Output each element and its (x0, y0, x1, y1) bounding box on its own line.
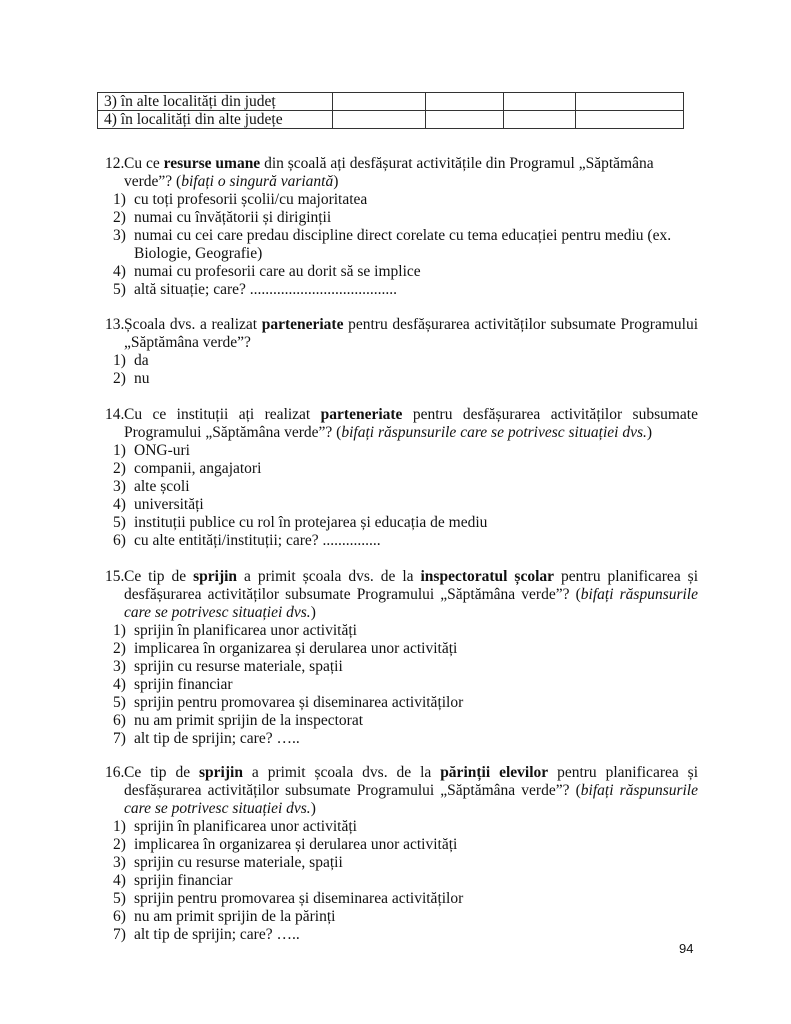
option-number: 4) (113, 676, 126, 693)
question-text (105, 155, 698, 191)
answer-option[interactable] (105, 622, 698, 640)
question-text (105, 316, 698, 352)
text-segment: ) (333, 173, 339, 190)
instruction-text: bifați o singură variantă (181, 173, 334, 190)
option-label: implicarea în organizarea și derularea unor activități (134, 640, 458, 657)
option-label: numai cu profesorii care au dorit să se implice (134, 263, 421, 280)
option-number: 2) (113, 640, 126, 657)
option-number: 1) (113, 818, 126, 835)
answer-cell[interactable] (576, 93, 684, 111)
text-segment: pentru desfășurarea activităților subsumate Programului „Săptămâna verde”? (124, 316, 699, 351)
option-number: 3) (113, 658, 126, 675)
bold-keyword: parteneriate (320, 406, 403, 423)
option-label: sprijin cu resurse materiale, spații (134, 658, 343, 675)
answer-option[interactable] (105, 442, 698, 460)
question-12 (105, 155, 698, 299)
text-segment: a primit școala dvs. de la (242, 764, 441, 781)
answer-option[interactable] (105, 532, 698, 550)
bold-keyword: sprijin (193, 568, 238, 585)
answer-option[interactable] (105, 227, 698, 263)
answer-option[interactable] (105, 209, 698, 227)
option-number: 2) (113, 836, 126, 853)
answer-cell[interactable] (576, 111, 684, 129)
answer-cell[interactable] (504, 111, 576, 129)
option-number: 5) (113, 890, 126, 907)
text-segment: din școală ați desfășurat activitățile din Programul „Săptămâna verde”? ( (124, 155, 654, 190)
row-label: 4) în localități din alte județe (98, 111, 333, 129)
text-segment: Ce tip de (124, 764, 200, 781)
answer-option[interactable] (105, 191, 698, 209)
option-label: companii, angajatori (134, 460, 262, 477)
option-number: 7) (113, 730, 126, 747)
option-label: sprijin financiar (134, 676, 233, 693)
question-number: 12. (105, 155, 125, 172)
question-14 (105, 406, 698, 550)
answer-option[interactable] (105, 352, 698, 370)
option-label: sprijin pentru promovarea și diseminarea activităților (134, 890, 464, 907)
option-label: nu am primit sprijin de la inspectorat (134, 712, 364, 729)
option-label: ONG-uri (134, 442, 190, 459)
option-label: numai cu cei care predau discipline direct corelate cu tema educației pentru mediu (ex. Biologie, Geografie) (134, 227, 672, 262)
row-label: 3) în alte localități din județ (98, 93, 333, 111)
answer-option[interactable] (105, 281, 698, 299)
instruction-text: bifați răspunsurile care se potrivesc situației dvs. (124, 586, 698, 621)
answer-options (105, 191, 698, 299)
option-label: sprijin în planificarea unor activități (134, 818, 357, 835)
option-number: 1) (113, 352, 126, 369)
question-text (105, 406, 698, 442)
question-number: 13. (105, 316, 125, 333)
question-number: 14. (105, 406, 125, 423)
localities-table (97, 92, 684, 129)
option-label: cu toți profesorii școlii/cu majoritatea (134, 191, 368, 208)
answer-option[interactable] (105, 730, 698, 748)
text-segment: ) (310, 604, 316, 621)
option-label: sprijin pentru promovarea și diseminarea activităților (134, 694, 464, 711)
option-number: 2) (113, 460, 126, 477)
bold-keyword: resurse umane (163, 155, 261, 172)
answer-cell[interactable] (333, 93, 426, 111)
answer-option[interactable] (105, 926, 698, 944)
text-segment: a primit școala dvs. de la (237, 568, 421, 585)
option-number: 7) (113, 926, 126, 943)
bold-keyword: parteneriate (261, 316, 344, 333)
option-number: 2) (113, 209, 126, 226)
option-label: alt tip de sprijin; care? ….. (134, 926, 300, 943)
answer-option[interactable] (105, 640, 698, 658)
text-segment: Cu ce (124, 155, 164, 172)
option-number: 6) (113, 712, 126, 729)
page-number: 94 (679, 941, 694, 956)
option-label: sprijin în planificarea unor activități (134, 622, 357, 639)
option-label: nu am primit sprijin de la părinți (134, 908, 336, 925)
answer-option[interactable] (105, 712, 698, 730)
question-16 (105, 764, 698, 944)
bold-keyword: părinții elevilor (440, 764, 549, 781)
option-number: 2) (113, 370, 126, 387)
text-segment: pentru desfășurarea activităților subsumate Programului „Săptămâna verde”? ( (124, 406, 698, 441)
option-label: nu (134, 370, 150, 387)
answer-option[interactable] (105, 263, 698, 281)
option-label: alt tip de sprijin; care? ….. (134, 730, 300, 747)
answer-option[interactable] (105, 496, 698, 514)
answer-options (105, 352, 698, 388)
answer-option[interactable] (105, 908, 698, 926)
answer-option[interactable] (105, 370, 698, 388)
answer-option[interactable] (105, 460, 698, 478)
answer-cell[interactable] (426, 93, 504, 111)
question-15 (105, 568, 698, 748)
answer-cell[interactable] (504, 93, 576, 111)
option-number: 5) (113, 281, 126, 298)
option-number: 4) (113, 496, 126, 513)
option-number: 1) (113, 622, 126, 639)
answer-options (105, 622, 698, 748)
text-segment: ) (646, 424, 653, 441)
option-label: da (134, 352, 149, 369)
option-label: sprijin cu resurse materiale, spații (134, 854, 343, 871)
question-number: 15. (105, 568, 125, 585)
text-segment: pentru planificarea și desfășurarea activităților subsumate Programului „Săptămâna verde”? ( (124, 764, 699, 799)
answer-option[interactable] (105, 854, 698, 872)
answer-option[interactable] (105, 694, 698, 712)
answer-option[interactable] (105, 818, 698, 836)
answer-option[interactable] (105, 658, 698, 676)
answer-cell[interactable] (333, 111, 426, 129)
option-label: instituții publice cu rol în protejarea și educația de mediu (134, 514, 488, 531)
answer-option[interactable] (105, 478, 698, 496)
text-segment: ) (310, 800, 316, 817)
answer-option[interactable] (105, 676, 698, 694)
bold-keyword: sprijin (199, 764, 243, 781)
question-text (105, 568, 698, 622)
table-row (98, 93, 684, 111)
option-label: universități (134, 496, 204, 513)
answer-options (105, 442, 698, 550)
option-number: 5) (113, 694, 126, 711)
option-number: 4) (113, 263, 126, 280)
question-number: 16. (105, 764, 125, 781)
text-segment: Școala dvs. a realizat (124, 316, 262, 333)
answer-cell[interactable] (426, 111, 504, 129)
option-label: alte școli (134, 478, 190, 495)
bold-keyword: inspectoratul școlar (420, 568, 555, 585)
instruction-text: bifați răspunsurile care se potrivesc situației dvs. (124, 782, 698, 817)
answer-option[interactable] (105, 514, 698, 532)
text-segment: pentru planificarea și desfășurarea activităților subsumate Programului „Săptămâna verde”? ( (124, 568, 698, 603)
option-number: 4) (113, 872, 126, 889)
option-number: 1) (113, 191, 126, 208)
option-number: 3) (113, 478, 126, 495)
answer-option[interactable] (105, 890, 698, 908)
option-number: 1) (113, 442, 126, 459)
option-label: implicarea în organizarea și derularea unor activități (134, 836, 458, 853)
answer-option[interactable] (105, 836, 698, 854)
answer-options (105, 818, 698, 944)
text-segment: Ce tip de (124, 568, 194, 585)
instruction-text: bifați răspunsurile care se potrivesc situației dvs. (341, 424, 647, 441)
option-label: altă situație; care? ...................................... (134, 281, 398, 298)
option-label: cu alte entități/instituții; care? ............... (134, 532, 381, 549)
option-number: 3) (113, 227, 126, 244)
text-segment: Cu ce instituții ați realizat (124, 406, 321, 423)
question-text (105, 764, 698, 818)
option-number: 3) (113, 854, 126, 871)
option-number: 5) (113, 514, 126, 531)
question-13 (105, 316, 698, 388)
option-number: 6) (113, 532, 126, 549)
option-number: 6) (113, 908, 126, 925)
answer-option[interactable] (105, 872, 698, 890)
option-label: numai cu învățătorii și diriginții (134, 209, 332, 226)
table-row (98, 111, 684, 129)
option-label: sprijin financiar (134, 872, 233, 889)
